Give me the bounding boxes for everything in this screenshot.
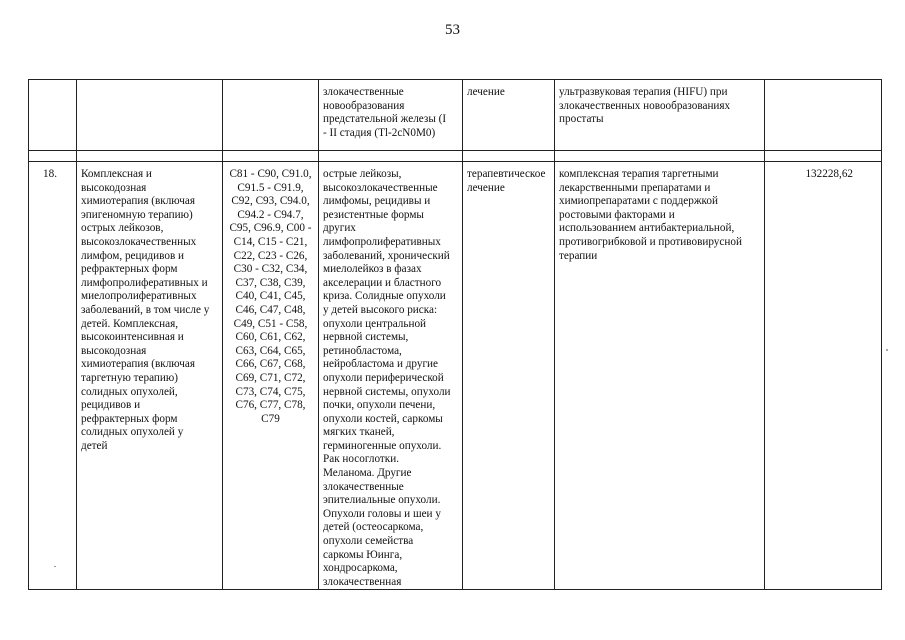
table-row-continuation bbox=[29, 80, 882, 151]
text-line: злокачественные bbox=[323, 86, 404, 98]
text-line: рефрактерных форм bbox=[81, 412, 178, 425]
text-line: лимфомы, рецидивы и bbox=[323, 195, 431, 208]
text-line: C81 - C90, C91.0, bbox=[229, 168, 312, 180]
cell-method bbox=[555, 80, 765, 151]
text-line: высокоинтенсивная и bbox=[81, 331, 184, 344]
text-line: C91.5 - C91.9, bbox=[237, 181, 304, 194]
text-line: миелолейкоз в фазах bbox=[323, 263, 422, 276]
cell-disease bbox=[319, 80, 463, 151]
text-line: Комплексная и bbox=[81, 168, 152, 180]
cell-price-empty bbox=[765, 80, 882, 151]
text-line: лечение bbox=[467, 181, 505, 194]
text-line: у детей высокого риска: bbox=[323, 303, 438, 316]
cell-icd-codes bbox=[223, 162, 319, 590]
text-line: C30 - C32, C34, bbox=[233, 263, 308, 276]
text-line: C79 bbox=[261, 412, 280, 425]
text-line: злокачественные bbox=[323, 480, 404, 493]
text-line: противогрибковой и противовирусной bbox=[559, 235, 742, 248]
text-line: использованием антибактериальной, bbox=[559, 222, 735, 235]
text-line: рефрактерных форм bbox=[81, 263, 178, 276]
text-line: высокозлокачественные bbox=[323, 181, 438, 194]
text-line: опухоли центральной bbox=[323, 317, 427, 330]
cell-treatment-type bbox=[463, 162, 555, 590]
text-line: детей. Комплексная, bbox=[81, 317, 179, 330]
text-line: комплексная терапия таргетными bbox=[559, 168, 719, 180]
text-line: миелопролиферативных bbox=[81, 290, 197, 303]
text-line: C73, C74, C75, bbox=[235, 385, 306, 398]
cell-treatment-type bbox=[463, 80, 555, 151]
text-line: детей bbox=[81, 439, 108, 452]
text-line: C37, C38, C39, bbox=[235, 276, 306, 289]
text-line: C49, C51 - C58, bbox=[233, 317, 308, 330]
text-line: солидных опухолей у bbox=[81, 426, 184, 439]
method-text bbox=[559, 86, 760, 127]
text-line: острые лейкозы, bbox=[323, 168, 402, 180]
disease-text bbox=[323, 168, 458, 589]
text-line: нервной системы, bbox=[323, 331, 409, 344]
text-line: опухоли костей, саркомы bbox=[323, 412, 443, 425]
cell-disease bbox=[319, 162, 463, 590]
text-line: лимфопролиферативных bbox=[323, 235, 441, 248]
price-value: 132228,62 bbox=[805, 168, 853, 180]
text-line: солидных опухолей, bbox=[81, 385, 178, 398]
cell-codes-empty bbox=[223, 80, 319, 151]
text-line: высокозлокачественных bbox=[81, 235, 197, 248]
text-line: почки, опухоли печени, bbox=[323, 399, 436, 412]
cell-method bbox=[555, 162, 765, 590]
text-line: - II стадия (Tl-2cN0M0) bbox=[323, 126, 436, 139]
text-line: заболеваний, в том числе у bbox=[81, 303, 210, 316]
text-line: Опухоли головы и шеи у bbox=[323, 507, 441, 520]
cell-name-empty bbox=[77, 80, 223, 151]
text-line: высокодозная bbox=[81, 344, 147, 357]
text-line: C66, C67, C68, bbox=[235, 358, 306, 371]
service-name-text bbox=[81, 168, 218, 453]
text-line: нервной системы, опухоли bbox=[323, 385, 451, 398]
text-line: акселерации и бластного bbox=[323, 276, 442, 289]
text-line: злокачественных новообразованиях bbox=[559, 99, 731, 112]
text-line: высокодозная bbox=[81, 181, 147, 194]
text-line: лимфопролиферативных и bbox=[81, 276, 208, 289]
text-line: нейробластома и другие bbox=[323, 358, 438, 371]
text-line: других bbox=[323, 222, 356, 235]
table-row-18 bbox=[29, 162, 882, 590]
text-line: C60, C61, C62, bbox=[235, 331, 306, 344]
scan-speck bbox=[54, 566, 56, 567]
text-line: химиотерапия (включая bbox=[81, 195, 195, 208]
text-line: таргетную терапию) bbox=[81, 371, 178, 384]
text-line: C76, C77, C78, bbox=[235, 399, 306, 412]
text-line: C69, C71, C72, bbox=[235, 371, 306, 384]
treatment-type-text bbox=[467, 168, 550, 195]
text-line: C63, C64, C65, bbox=[235, 344, 306, 357]
text-line: опухоли семейства bbox=[323, 535, 414, 548]
text-line: терапии bbox=[559, 249, 598, 262]
text-line: простаты bbox=[559, 113, 604, 126]
text-line: острых лейкозов, bbox=[81, 222, 164, 235]
text-line: эпителиальные опухоли. bbox=[323, 494, 441, 507]
text-line: новообразования bbox=[323, 99, 405, 112]
treatment-type-text: лечение bbox=[467, 86, 505, 98]
method-text bbox=[559, 168, 760, 263]
text-line: C14, C15 - C21, bbox=[233, 235, 308, 248]
table-row-separator bbox=[29, 151, 882, 162]
text-line: C94.2 - C94.7, bbox=[237, 208, 304, 221]
disease-text bbox=[323, 86, 458, 140]
cell-price bbox=[765, 162, 882, 590]
cell-number-empty bbox=[29, 80, 77, 151]
text-line: ультразвуковая терапия (HIFU) при bbox=[559, 86, 728, 98]
text-line: C22, C23 - C26, bbox=[233, 249, 308, 262]
text-line: криза. Солидные опухоли bbox=[323, 290, 446, 303]
services-table bbox=[28, 79, 882, 590]
text-line: Рак носоглотки. bbox=[323, 453, 399, 466]
text-line: предстательной железы (I bbox=[323, 113, 447, 126]
page-number: 53 bbox=[445, 22, 460, 38]
text-line: резистентные формы bbox=[323, 208, 424, 221]
icd-codes-text bbox=[227, 168, 314, 426]
text-line: лимфом, рецидивов и bbox=[81, 249, 185, 262]
text-line: герминогенные опухоли. bbox=[323, 439, 442, 452]
cell-row-number bbox=[29, 162, 77, 590]
text-line: C40, C41, C45, bbox=[235, 290, 306, 303]
text-line: C92, C93, C94.0, bbox=[231, 195, 310, 208]
text-line: ростовыми факторами и bbox=[559, 208, 675, 221]
text-line: опухоли периферической bbox=[323, 371, 444, 384]
text-line: эпигеномную терапию) bbox=[81, 208, 193, 221]
text-line: заболеваний, хронический bbox=[323, 249, 450, 262]
text-line: Меланома. Другие bbox=[323, 467, 412, 480]
text-line: детей (остеосаркома, bbox=[323, 521, 424, 534]
text-line: ретинобластома, bbox=[323, 344, 402, 357]
text-line: химиопрепаратами с поддержкой bbox=[559, 195, 719, 208]
text-line: злокачественная bbox=[323, 575, 402, 588]
row-number: 18. bbox=[43, 168, 57, 180]
text-line: хондросаркома, bbox=[323, 562, 398, 575]
text-line: C95, C96.9, C00 - bbox=[229, 222, 312, 235]
text-line: химиотерапия (включая bbox=[81, 358, 195, 371]
text-line: терапевтическое bbox=[467, 168, 546, 180]
cell-service-name bbox=[77, 162, 223, 590]
text-line: C46, C47, C48, bbox=[235, 303, 306, 316]
scan-speck bbox=[886, 349, 888, 351]
text-line: мягких тканей, bbox=[323, 426, 395, 439]
text-line: саркомы Юинга, bbox=[323, 548, 403, 561]
text-line: рецидивов и bbox=[81, 399, 141, 412]
text-line: лекарственными препаратами и bbox=[559, 181, 711, 194]
